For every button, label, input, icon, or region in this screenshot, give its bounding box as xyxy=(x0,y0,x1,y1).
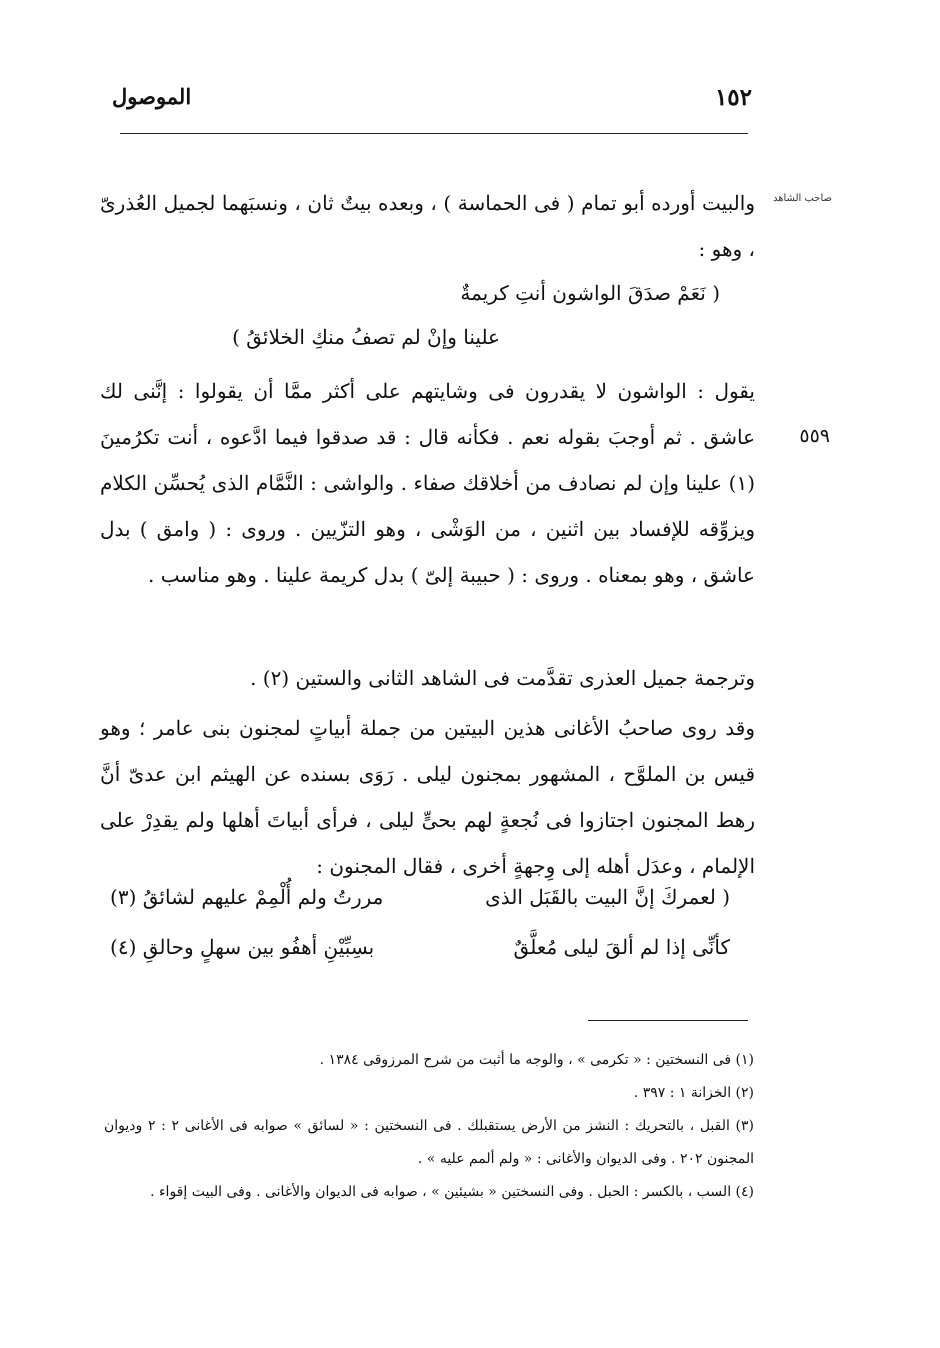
footnotes xyxy=(104,1044,754,1209)
verse-line xyxy=(110,935,730,981)
margin-note: صاحب الشاهد xyxy=(772,193,832,204)
page-header xyxy=(112,84,752,124)
paragraph-aghani-narration: وقد روى صاحبُ الأغانى هذين البيتين من جملة أبياتٍ لمجنون بنى عامر ؛ وهو قيس بن الملوَّح ، المشهور بمجنون ليلى . رَوَى بسنده عن الهيثم ابن عدىّ أنَّ رهط المجنون اجتازوا فى نُجعةٍ لهم بحىٍّ ليلى ، فرأى أبياتَ أهلها ولم يقدِرْ على الإلمام ، وعدَل أهله إلى وِجهةٍ أخرى ، فقال المجنون : xyxy=(100,716,755,878)
footnote: (٢) الخزانة ١ : ٣٩٧ . xyxy=(633,1085,754,1101)
verse-hemistich: ( نَعَمْ صدَقَ الواشون أنتِ كريمةٌ xyxy=(460,281,720,305)
header-rule xyxy=(120,133,748,134)
verse-second-hemistich: مررتُ ولم أُلْمِمْ عليهم لشائقُ (٣) xyxy=(110,885,384,909)
page-number: ١٥٢ xyxy=(714,84,752,111)
running-title: الموصول xyxy=(112,84,192,109)
paragraph-attribution: والبيت أورده أبو تمام ( فى الحماسة ) ، وبعده بيتٌ ثان ، ونسبَهما لجميل العُذرىّ ، وهو : xyxy=(100,191,755,261)
footnote: (٤) السب ، بالكسر : الحبل . وفى النسختين « بشيئين » ، صوابه فى الديوان والأغانى . وفى البيت إقواء . xyxy=(150,1184,754,1200)
footnote: (١) فى النسختين : « تكرمى » ، والوجه ما أثبت من شرح المرزوقى ١٣٨٤ . xyxy=(319,1052,754,1068)
footnote: (٣) القبل ، بالتحريك : النشز من الأرض يستقبلك . فى النسختين : « لسائق » صوابه فى الأغانى ٢ : ٢ وديوان المجنون ٢٠٢ . وفى الديوان والأغانى : « ولم ألمم عليه » . xyxy=(104,1118,755,1167)
verse-first-hemistich: ( لعمركَ إنَّ البيت بالقَبَل الذى xyxy=(485,885,730,909)
margin-witness-number: ٥٥٩ xyxy=(799,425,830,447)
verse-second-hemistich: بسِبِّيْنِ أهفُو بين سهلٍ وحالقِ (٤) xyxy=(110,935,375,959)
verse-first-hemistich: كأنِّى إذا لم ألقَ ليلى مُعلَّقٌ xyxy=(513,935,730,959)
verse-hemistich: علينا وإنْ لم تصفُ منكِ الخلائقُ ) xyxy=(232,325,500,349)
paragraph-commentary: يقول : الواشون لا يقدرون فى وشايتهم على أكثر ممَّا أن يقولوا : إنَّنى لك عاشق . ثم أوجبَ بقوله نعم . فكأنه قال : قد صدقوا فيما ادَّعوه ، أنت تكرُمينَ (١) علينا وإن لم نصادف من أخلاقك صفاء . والواشى : النَّمَّام الذى يُحسِّن الكلام ويزوِّقه للإفساد بين اثنين ، من الوَشْى ، وهو التزّيين . وروى : ( وامق ) بدل عاشق ، وهو بمعناه . وروى : ( حبيبة إلىّ ) بدل كريمة علينا . وهو مناسب . xyxy=(100,379,755,587)
footnote-rule xyxy=(588,1020,748,1021)
paragraph-biography-ref: وترجمة جميل العذرى تقدَّمت فى الشاهد الثانى والستين (٢) . xyxy=(250,666,755,690)
verse-line xyxy=(110,885,730,931)
